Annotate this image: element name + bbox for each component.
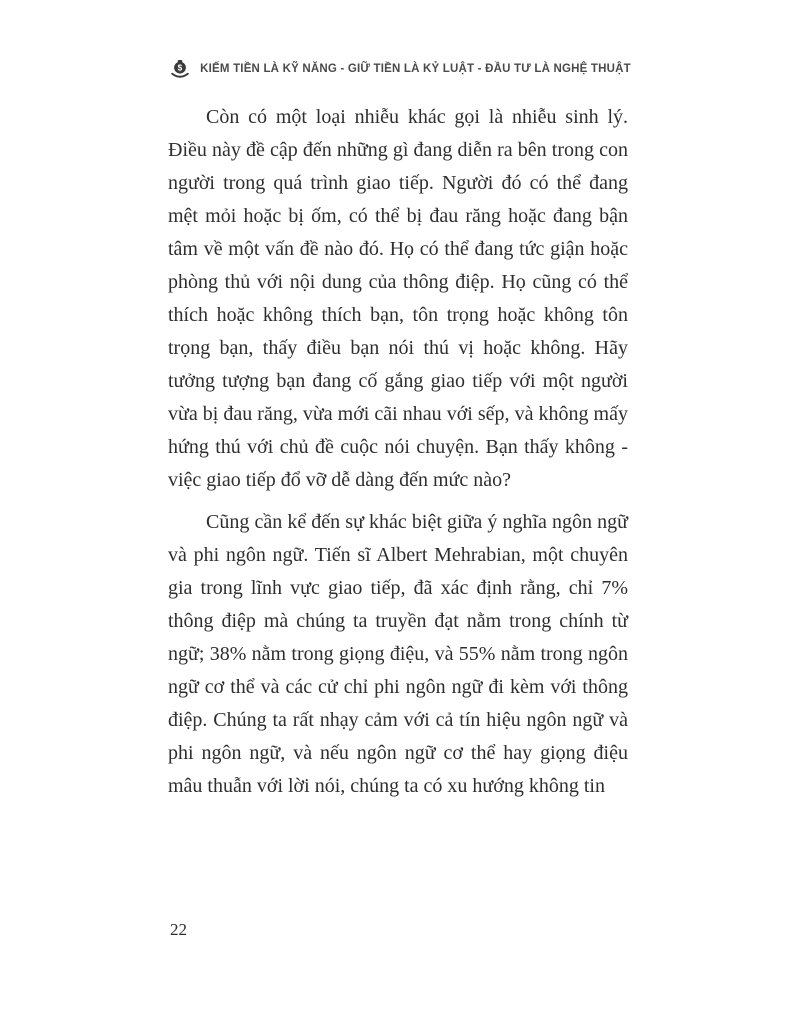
- page-number: 22: [170, 920, 187, 939]
- money-bag-in-hand-icon: [169, 58, 191, 80]
- running-header-text: KIẾM TIỀN LÀ KỸ NĂNG - GIỮ TIỀN LÀ KỶ LUẬT - ĐẦU TƯ LÀ NGHỆ THUẬT: [200, 63, 631, 75]
- svg-text:$: $: [177, 63, 183, 73]
- page-body-text: [168, 101, 628, 812]
- paragraph: Còn có một loại nhiễu khác gọi là nhiễu sinh lý. Điều này đề cập đến những gì đang diễn ra bên trong con người trong quá trình giao tiếp. Người đó có thể đang mệt mỏi hoặc bị ốm, có thể bị đau răng hoặc đang bận tâm về một vấn đề nào đó. Họ có thể đang tức giận hoặc phòng thủ với nội dung của thông điệp. Họ cũng có thể thích hoặc không thích bạn, tôn trọng hoặc không tôn trọng bạn, thấy điều bạn nói thú vị hoặc không. Hãy tưởng tượng bạn đang cố gắng giao tiếp với một người vừa bị đau răng, vừa mới cãi nhau với sếp, và không mấy hứng thú với chủ đề cuộc nói chuyện. Bạn thấy không - việc giao tiếp đổ vỡ dễ dàng đến mức nào?: [168, 106, 628, 491]
- running-header: [150, 58, 650, 80]
- paragraph: Cũng cần kể đến sự khác biệt giữa ý nghĩa ngôn ngữ và phi ngôn ngữ. Tiến sĩ Albert Mehrabian, một chuyên gia trong lĩnh vực giao tiếp, đã xác định rằng, chỉ 7% thông điệp mà chúng ta truyền đạt nằm trong chính từ ngữ; 38% nằm trong giọng điệu, và 55% nằm trong ngôn ngữ cơ thể và các cử chỉ phi ngôn ngữ đi kèm với thông điệp. Chúng ta rất nhạy cảm với cả tín hiệu ngôn ngữ và phi ngôn ngữ, và nếu ngôn ngữ cơ thể hay giọng điệu mâu thuẫn với lời nói, chúng ta có xu hướng không tin: [168, 511, 628, 797]
